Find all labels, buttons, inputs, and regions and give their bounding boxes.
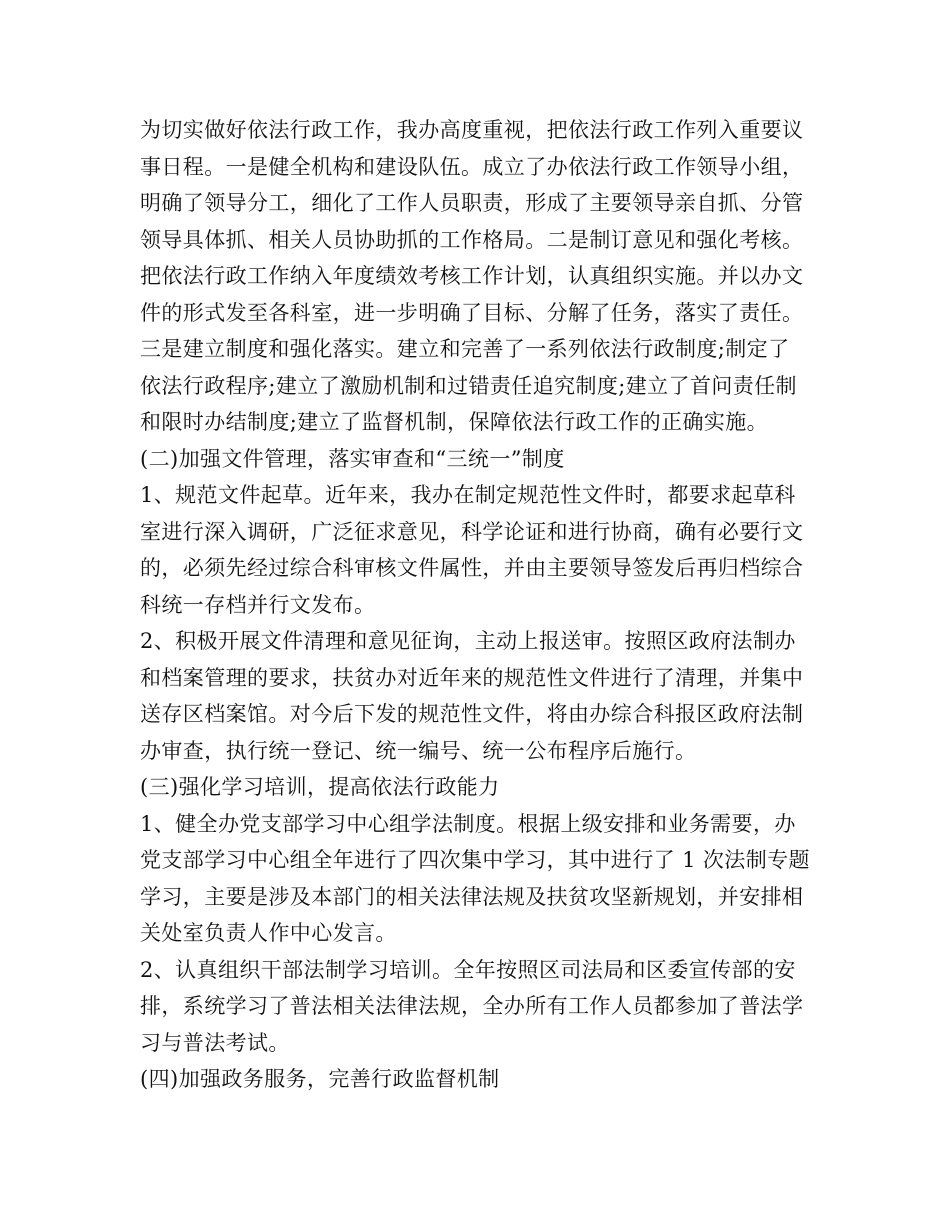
- text-line: 把依法行政工作纳入年度绩效考核工作计划，认真组织实施。并以办文: [140, 264, 804, 288]
- text-line: 关处室负责人作中心发言。: [140, 921, 397, 945]
- text-line: 党支部学习中心组全年进行了四次集中学习，其中进行了 1 次法制专题: [140, 848, 810, 872]
- text-line: 的，必须先经过综合科审核文件属性，并由主要领导签发后再归档综合: [140, 556, 804, 580]
- text-line: 三是建立制度和强化落实。建立和完善了一系列依法行政制度;制定了: [140, 337, 790, 361]
- text-line: 送存区档案馆。对今后下发的规范性文件，将由办综合科报区政府法制: [140, 702, 804, 726]
- text-line: 明确了领导分工，细化了工作人员职责，形成了主要领导亲自抓、分管: [140, 191, 804, 215]
- text-line: 室进行深入调研，广泛征求意见，科学论证和进行协商，确有必要行文: [140, 519, 804, 544]
- text-line: 习与普法考试。: [140, 1030, 290, 1055]
- text-line: 1、规范文件起草。近年来，我办在制定规范性文件时，都要求起草科: [140, 483, 796, 507]
- text-line: 件的形式发至各科室，进一步明确了目标、分解了任务，落实了责任。: [140, 300, 804, 325]
- section-heading: (二)加强文件管理，落实审查和“三统一”制度: [140, 446, 565, 471]
- text-line: 依法行政程序;建立了激励机制和过错责任追究制度;建立了首问责任制: [140, 373, 797, 398]
- text-line: 和档案管理的要求，扶贫办对近年来的规范性文件进行了清理，并集中: [140, 665, 804, 690]
- text-line: 2、认真组织干部法制学习培训。全年按照区司法局和区委宣传部的安: [140, 957, 796, 982]
- text-line: 1、健全办党支部学习中心组学法制度。根据上级安排和业务需要，办: [140, 811, 796, 836]
- section-heading: (三)强化学习培训，提高依法行政能力: [140, 775, 500, 799]
- text-line: 2、积极开展文件清理和意见征询，主动上报送审。按照区政府法制办: [140, 629, 796, 653]
- section-heading: (四)加强政务服务，完善行政监督机制: [140, 1067, 500, 1091]
- text-line: 学习，主要是涉及本部门的相关法律法规及扶贫攻坚新规划，并安排相: [140, 884, 804, 909]
- text-line: 排，系统学习了普法相关法律法规，全办所有工作人员都参加了普法学: [140, 994, 804, 1018]
- text-line: 科统一存档并行文发布。: [140, 592, 376, 617]
- text-line: 领导具体抓、相关人员协助抓的工作格局。二是制订意见和强化考核。: [140, 227, 804, 252]
- text-line: 事日程。一是健全机构和建设队伍。成立了办依法行政工作领导小组，: [140, 154, 804, 179]
- text-line: 办审查，执行统一登记、统一编号、统一公布程序后施行。: [140, 738, 697, 763]
- document-body: [140, 112, 830, 1098]
- text-line: 为切实做好依法行政工作，我办高度重视，把依法行政工作列入重要议: [140, 118, 804, 142]
- text-line: 和限时办结制度;建立了监督机制，保障依法行政工作的正确实施。: [140, 410, 769, 434]
